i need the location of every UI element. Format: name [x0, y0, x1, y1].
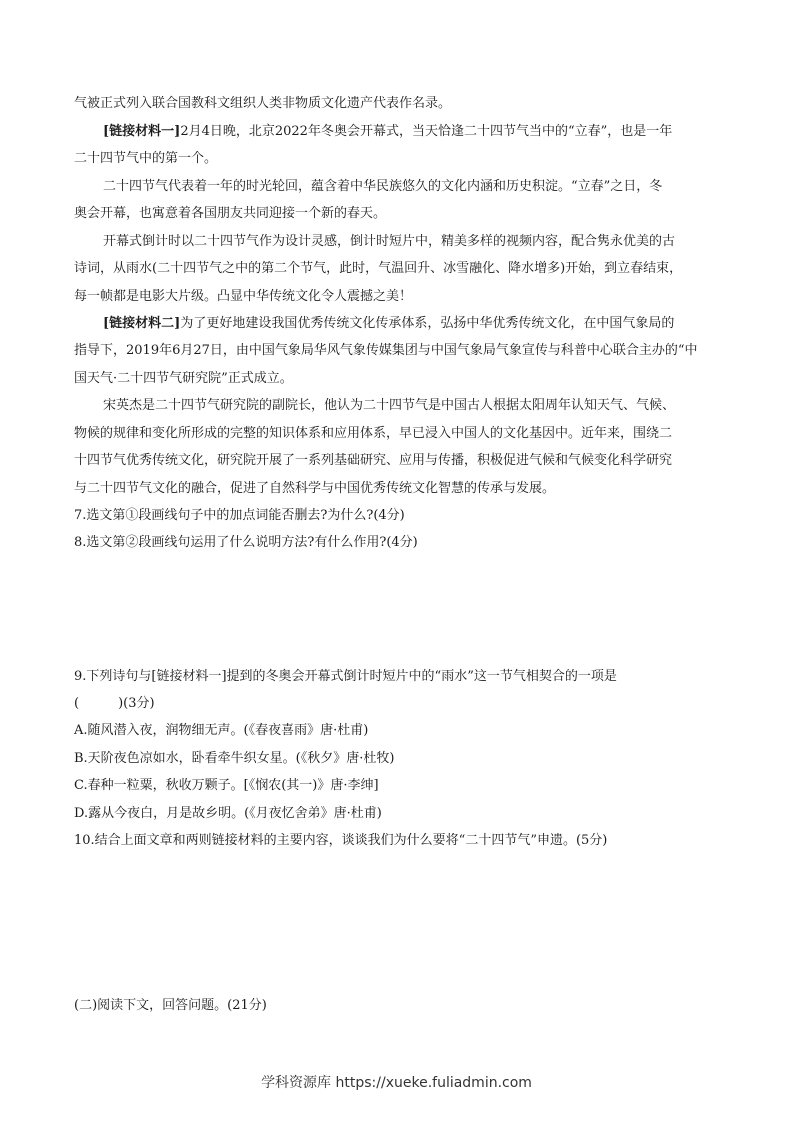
paragraph-line: 指导下，2019年6月27日，由中国气象局华风气象传媒集团与中国气象局气象宣传与科普中心联合主办的“中	[74, 343, 698, 358]
option-b: B.天阶夜色凉如水，卧看牵牛织女星。(《秋夕》唐·杜牧)	[74, 751, 395, 766]
question-10: 10.结合上面文章和两则链接材料的主要内容，谈谈我们为什么要将“二十四节气”申遗。(5分)	[74, 833, 608, 848]
link-material-2-label: [链接材料二]	[103, 316, 181, 331]
paragraph-line: 十四节气优秀传统文化，研究院开展了一系列基础研究、应用与传播，积极促进气候和气候变化科学研究	[74, 453, 673, 468]
option-d: D.露从今夜白，月是故乡明。(《月夜忆舍弟》唐·杜甫)	[74, 806, 382, 821]
link-material-1-line	[103, 123, 672, 141]
paragraph-line: 二十四节气代表着一年的时光轮回，蕴含着中华民族悠久的文化内涵和历史积淀。“立春”之日，冬	[103, 179, 663, 194]
question-8: 8.选文第②段画线句运用了什么说明方法?有什么作用?(4分)	[74, 535, 418, 550]
question-9: 9.下列诗句与[链接材料一]提到的冬奥会开幕式倒计时短片中的“雨水”这一节气相契合的一项是	[74, 669, 617, 684]
option-c: C.春种一粒粟，秋收万颗子。[《悯农(其一)》唐·李绅]	[74, 778, 379, 793]
paragraph-line: 气被正式列入联合国教科文组织人类非物质文化遗产代表作名录。	[74, 96, 452, 111]
paragraph-line: 每一帧都是电影大片级。凸显中华传统文化令人震撼之美！	[74, 289, 413, 304]
paragraph-line: 宋英杰是二十四节气研究院的副院长，他认为二十四节气是中国古人根据太阳周年认知天气、气候、	[103, 398, 676, 413]
paragraph-line: 国天气·二十四节气研究院”正式成立。	[74, 371, 293, 386]
paragraph-line: 与二十四节气文化的融合，促进了自然科学与中国优秀传统文化智慧的传承与发展。	[74, 481, 556, 496]
link-material-1-label: [链接材料一]	[103, 124, 181, 139]
paragraph-line: 物候的规律和变化所形成的完整的知识体系和应用体系，早已浸入中国人的文化基因中。近年来，围绕二	[74, 426, 673, 441]
option-a: A.随风潜入夜，润物细无声。(《春夜喜雨》唐·杜甫)	[74, 723, 369, 738]
section-2-heading: (二)阅读下文，回答问题。(21分)	[74, 998, 267, 1013]
question-9-blank: ( )(3分)	[74, 696, 155, 711]
paragraph-text: 为了更好地建设我国优秀传统文化传承体系，弘扬中华优秀传统文化，在中国气象局的	[180, 316, 675, 331]
footer-watermark: 学科资源库 https://xueke.fuliadmin.com	[261, 1075, 532, 1091]
paragraph-text: 2月4日晚，北京2022年冬奥会开幕式，当天恰逢二十四节气当中的“立春”，也是一年	[180, 124, 673, 139]
paragraph-line: 诗词，从雨水(二十四节气之中的第二个节气，此时，气温回升、冰雪融化、降水增多)开始，到立春结束，	[74, 261, 683, 276]
paragraph-line: 二十四节气中的第一个。	[74, 151, 218, 166]
question-7: 7.选文第①段画线句子中的加点词能否删去?为什么?(4分)	[74, 508, 405, 523]
link-material-2-line	[103, 315, 674, 333]
paragraph-line: 开幕式倒计时以二十四节气作为设计灵感，倒计时短片中，精美多样的视频内容，配合隽永优美的古	[103, 234, 676, 249]
paragraph-line: 奥会开幕，也寓意着各国朋友共同迎接一个新的春天。	[74, 206, 387, 221]
